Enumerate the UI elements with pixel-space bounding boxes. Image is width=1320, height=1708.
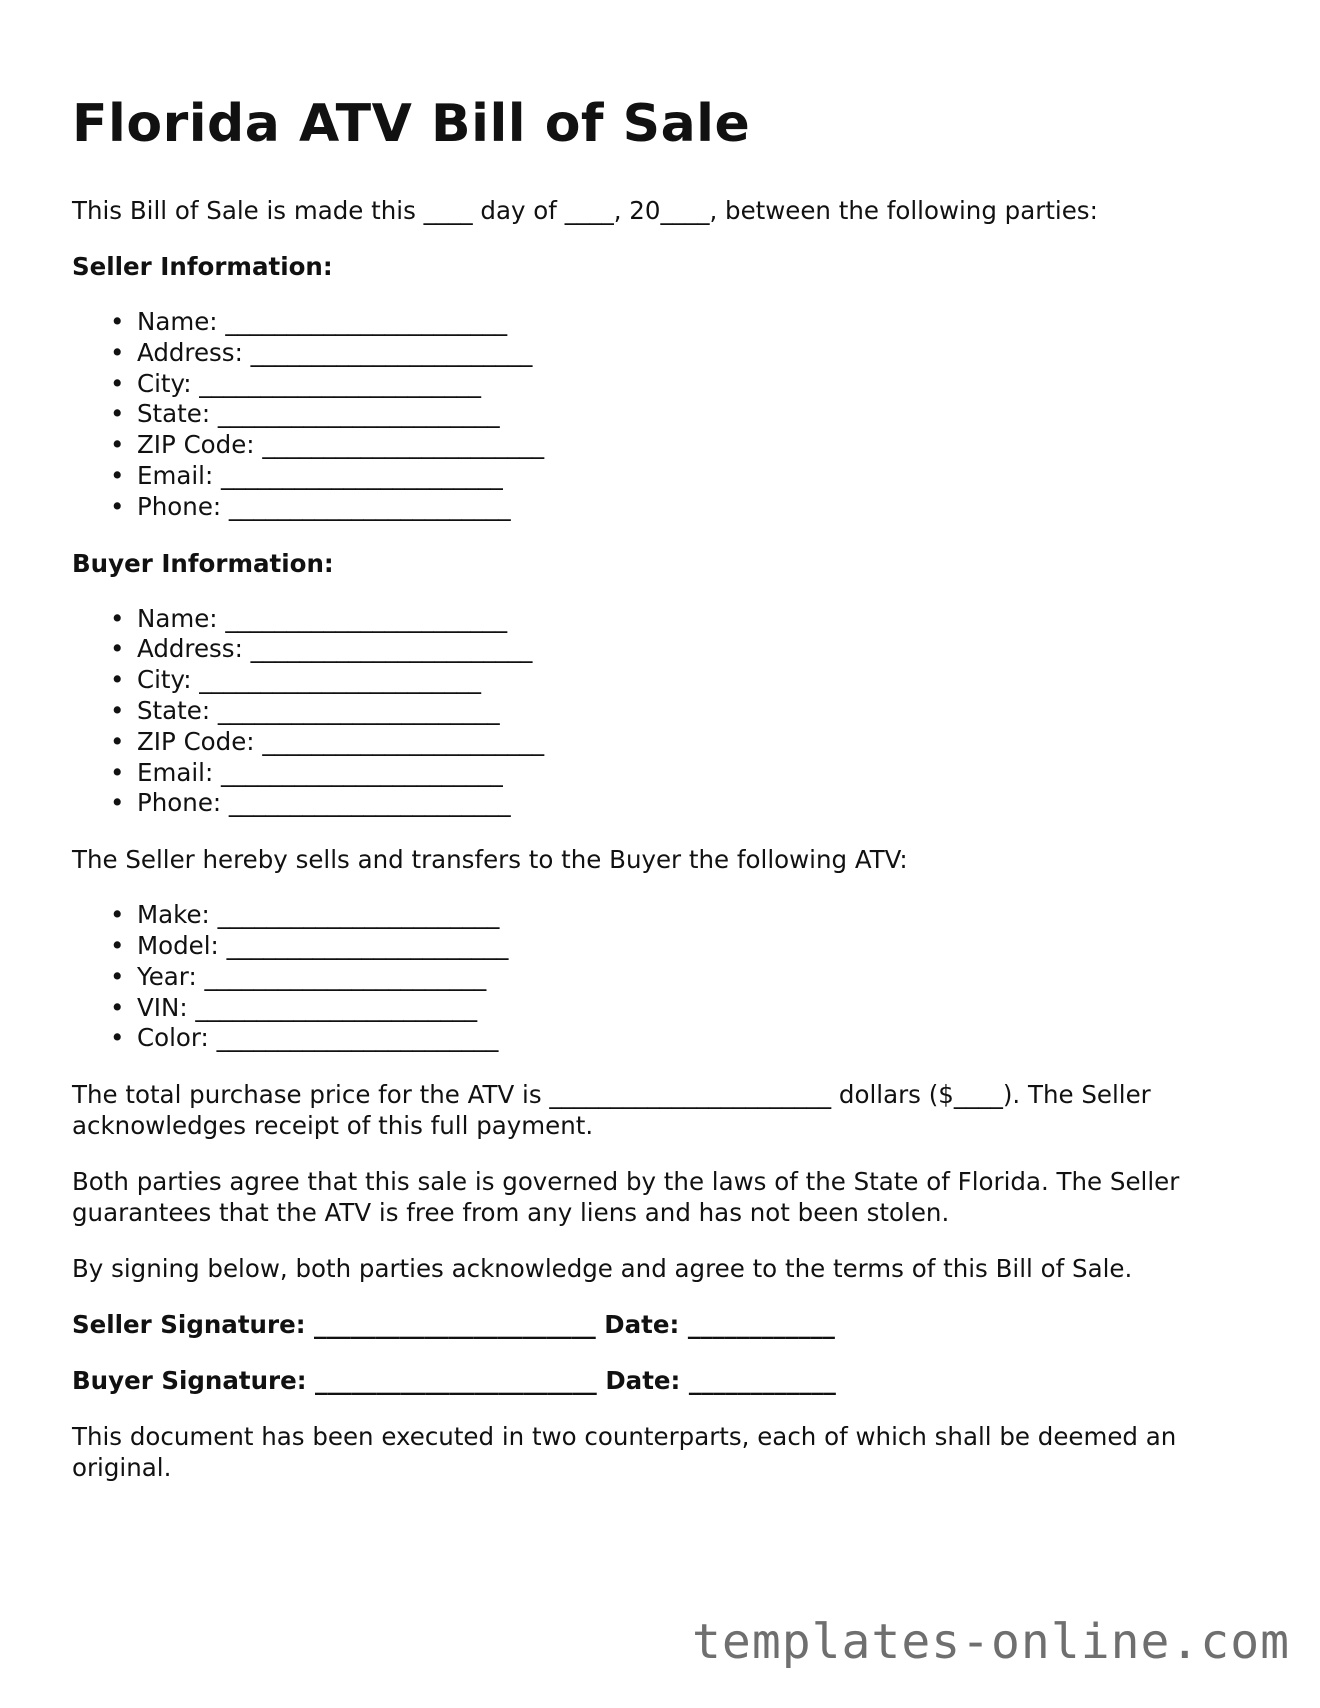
bullet-icon: • bbox=[110, 1023, 125, 1053]
bullet-icon: • bbox=[110, 634, 125, 664]
site-watermark: templates-online.com bbox=[692, 1614, 1290, 1670]
atv-color-field: • Color: _______________________ bbox=[110, 1023, 499, 1053]
seller-state-field: • State: _______________________ bbox=[110, 399, 500, 429]
bullet-icon: • bbox=[110, 930, 125, 960]
bullet-icon: • bbox=[110, 900, 125, 930]
buyer-state-field: • State: _______________________ bbox=[110, 695, 500, 725]
seller-city-field: • City: _______________________ bbox=[110, 368, 482, 398]
governing-law-paragraph: Both parties agree that this sale is governed by the laws of the State of Florida. The Seller guarantees that the ATV is free from any liens and has not been stolen. bbox=[72, 1167, 1180, 1228]
buyer-email-field: • Email: _______________________ bbox=[110, 757, 503, 787]
intro-paragraph: This Bill of Sale is made this ____ day of ____, 20____, between the following parties: bbox=[72, 196, 1098, 225]
buyer-section-heading: Buyer Information: bbox=[72, 548, 334, 578]
buyer-signature-line: Buyer Signature: _______________________ Date: ____________ bbox=[72, 1366, 836, 1396]
seller-section-heading: Seller Information: bbox=[72, 252, 333, 281]
closing-paragraph: This document has been executed in two counterparts, each of which shall be deemed an original. bbox=[72, 1422, 1177, 1483]
bullet-icon: • bbox=[110, 337, 125, 367]
buyer-phone-field: • Phone: _______________________ bbox=[110, 788, 511, 818]
seller-address-field: • Address: _______________________ bbox=[110, 337, 533, 367]
seller-field-list bbox=[72, 307, 1252, 523]
buyer-zip-field: • ZIP Code: _______________________ bbox=[110, 726, 545, 756]
bullet-icon: • bbox=[110, 757, 125, 787]
buyer-address-field: • Address: _______________________ bbox=[110, 634, 533, 664]
buyer-name-field: • Name: _______________________ bbox=[110, 603, 508, 633]
seller-name-field: • Name: _______________________ bbox=[110, 307, 508, 336]
bullet-icon: • bbox=[110, 399, 125, 429]
bullet-icon: • bbox=[110, 726, 125, 756]
bullet-icon: • bbox=[110, 307, 125, 336]
agreement-paragraph: By signing below, both parties acknowledge and agree to the terms of this Bill of Sale. bbox=[72, 1254, 1133, 1284]
seller-zip-field: • ZIP Code: _______________________ bbox=[110, 430, 545, 460]
bullet-icon: • bbox=[110, 788, 125, 818]
bullet-icon: • bbox=[110, 430, 125, 460]
bullet-icon: • bbox=[110, 665, 125, 695]
atv-vin-field: • VIN: _______________________ bbox=[110, 992, 478, 1022]
transfer-statement: The Seller hereby sells and transfers to the Buyer the following ATV: bbox=[72, 845, 908, 875]
atv-field-list bbox=[72, 900, 1252, 1054]
atv-model-field: • Model: _______________________ bbox=[110, 930, 509, 960]
buyer-field-list bbox=[72, 604, 1252, 820]
document-page bbox=[72, 0, 1252, 1483]
bullet-icon: • bbox=[110, 961, 125, 991]
seller-email-field: • Email: _______________________ bbox=[110, 460, 503, 490]
bullet-icon: • bbox=[110, 992, 125, 1022]
buyer-city-field: • City: _______________________ bbox=[110, 665, 482, 695]
bullet-icon: • bbox=[110, 491, 125, 521]
document-title: Florida ATV Bill of Sale bbox=[72, 94, 751, 154]
price-paragraph: The total purchase price for the ATV is _______________________ dollars ($____). The Seller acknowledges receipt of this full payment. bbox=[72, 1080, 1151, 1141]
bullet-icon: • bbox=[110, 603, 125, 633]
bullet-icon: • bbox=[110, 460, 125, 490]
bullet-icon: • bbox=[110, 368, 125, 398]
seller-signature-line: Seller Signature: _______________________ Date: ____________ bbox=[72, 1310, 835, 1340]
bullet-icon: • bbox=[110, 695, 125, 725]
atv-year-field: • Year: _______________________ bbox=[110, 961, 487, 991]
seller-phone-field: • Phone: _______________________ bbox=[110, 491, 511, 521]
atv-make-field: • Make: _______________________ bbox=[110, 900, 500, 930]
